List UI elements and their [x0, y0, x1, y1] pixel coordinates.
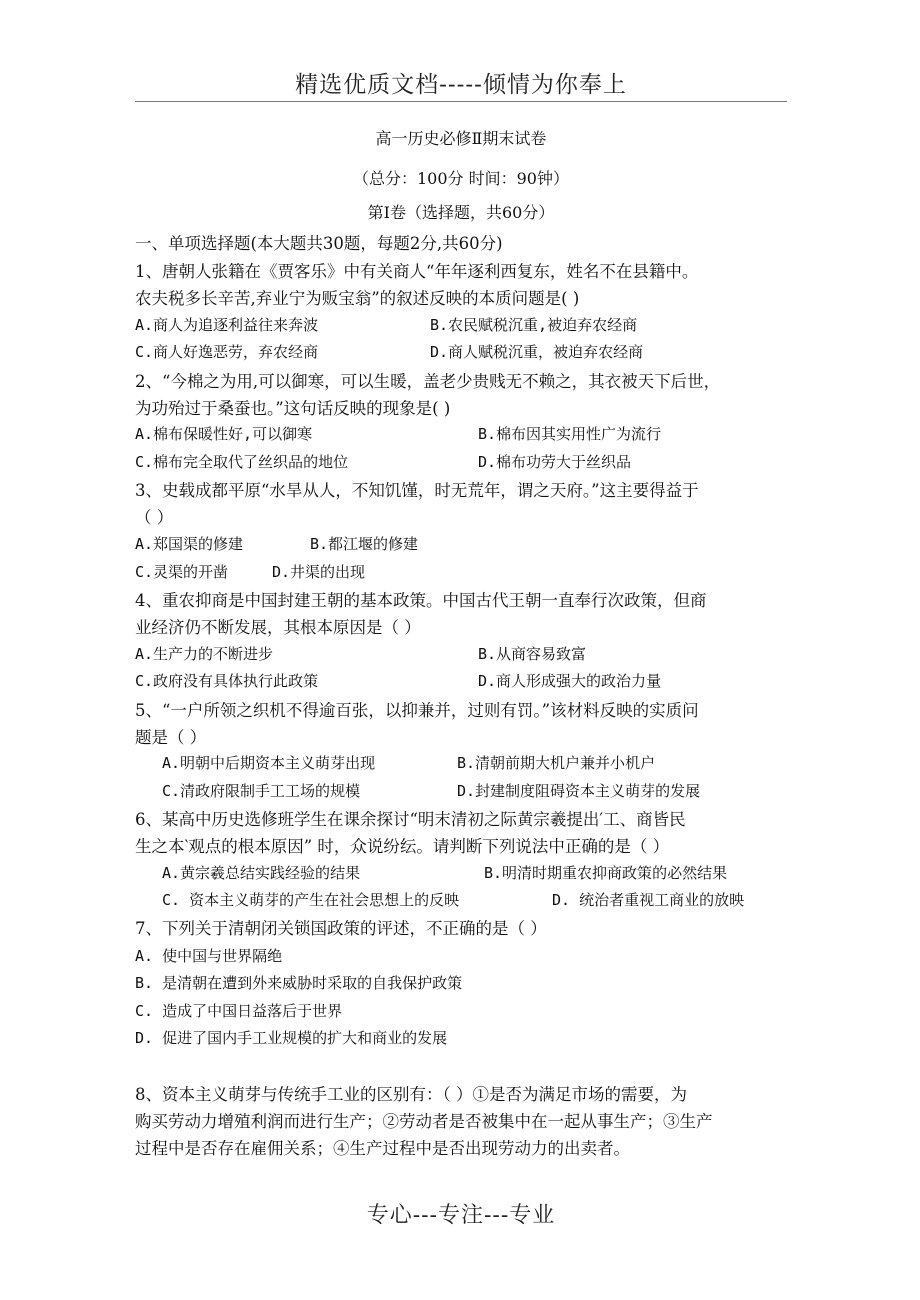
- exam-meta: （总分：100分 时间：90钟）: [353, 169, 569, 188]
- question-5-line-2: 题是（ ）: [135, 728, 207, 747]
- question-5-option-a: A.明朝中后期资本主义萌芽出现: [162, 754, 376, 772]
- question-4-line-2: 业经济仍不断发展，其根本原因是（ ）: [135, 618, 421, 637]
- question-1-line-1: 1、唐朝人张籍在《贾客乐》中有关商人“年年逐利西复东，姓名不在县籍中。: [135, 262, 699, 281]
- page-header: 精选优质文档-----倾情为你奉上: [295, 72, 627, 98]
- question-7-option-c: C. 造成了中国日益落后于世界: [135, 1002, 343, 1020]
- question-1-option-a: A.商人为追逐利益往来奔波: [135, 316, 319, 334]
- question-4-line-1: 4、重农抑商是中国封建王朝的基本政策。中国古代王朝一直奉行次政策，但商: [135, 591, 707, 610]
- question-3-option-c: C.灵渠的开凿: [135, 563, 229, 581]
- question-1-option-b: B.农民赋税沉重,被迫弃农经商: [430, 316, 638, 334]
- exam-title: 高一历史必修Ⅱ期末试卷: [375, 129, 547, 148]
- question-4-option-d: D.商人形成强大的政治力量: [478, 672, 662, 690]
- question-3-option-a: A.郑国渠的修建: [135, 535, 244, 553]
- question-5-line-1: 5、“一户所领之织机不得逾百张，以抑兼并，过则有罚。”该材料反映的实质问: [135, 701, 699, 720]
- question-6-option-b: B.明清时期重农抑商政策的必然结果: [484, 864, 728, 882]
- question-4-option-a: A.生产力的不断进步: [135, 645, 274, 663]
- question-1-line-2: 农夫税多长辛苦,弃业宁为贩宝翁”的叙述反映的本质问题是( ): [135, 289, 580, 308]
- section-heading: 一、单项选择题(本大题共30题，每题2分,共60分): [135, 234, 503, 253]
- question-7-line-1: 7、下列关于清朝闭关锁国政策的评述，不正确的是（ ）: [135, 919, 547, 938]
- part-heading: 第Ⅰ卷（选择题，共60分）: [367, 203, 555, 222]
- question-6-line-2: 生之本‵观点的根本原因” 时，众说纷纭。请判断下列说法中正确的是（ ）: [135, 837, 670, 856]
- question-4-option-c: C.政府没有具体执行此政策: [135, 672, 319, 690]
- question-7-option-a: A. 使中国与世界隔绝: [135, 947, 283, 965]
- question-5-option-b: B.清朝前期大机户兼并小机户: [457, 754, 656, 772]
- question-2-option-d: D.棉布功劳大于丝织品: [478, 453, 632, 471]
- question-2-line-1: 2、“今棉之为用,可以御寒，可以生暖，盖老少贵贱无不赖之，其衣被天下后世，: [135, 372, 721, 391]
- question-2-line-2: 为功殆过于桑蚕也。”这句话反映的现象是( ): [135, 399, 451, 418]
- question-3-option-d: D.井渠的出现: [272, 563, 366, 581]
- page-footer: 专心---专注---专业: [366, 1203, 556, 1228]
- question-3-line-1: 3、史载成都平原“水旱从人，不知饥馑，时无荒年，谓之天府。”这主要得益于: [135, 481, 699, 500]
- question-8-line-3: 过程中是否存在雇佣关系；④生产过程中是否出现劳动力的出卖者。: [135, 1139, 630, 1158]
- question-2-option-c: C.棉布完全取代了丝织品的地位: [135, 453, 349, 471]
- question-4-option-b: B.从商容易致富: [478, 645, 587, 663]
- question-5-option-d: D.封建制度阻碍资本主义萌芽的发展: [457, 782, 701, 800]
- question-7-option-b: B. 是清朝在遭到外来威胁时采取的自我保护政策: [135, 974, 463, 992]
- question-3-line-2: （ ）: [135, 508, 174, 527]
- question-5-option-c: C.清政府限制手工工场的规模: [162, 782, 361, 800]
- question-2-option-a: A.棉布保暖性好,可以御寒: [135, 425, 313, 443]
- question-8-line-2: 购买劳动力增殖利润而进行生产；②劳动者是否被集中在一起从事生产；③生产: [135, 1112, 713, 1131]
- question-1-option-d: D.商人赋税沉重，被迫弃农经商: [430, 343, 644, 361]
- question-3-option-b: B.都江堰的修建: [310, 535, 419, 553]
- question-6-option-d: D. 统治者重视工商业的放映: [552, 891, 745, 909]
- header-divider: [135, 101, 787, 102]
- question-1-option-c: C.商人好逸恶劳，弃农经商: [135, 343, 319, 361]
- question-6-line-1: 6、某高中历史选修班学生在课余探讨“明末清初之际黄宗羲提出′工、商皆民: [135, 810, 686, 829]
- question-6-option-c: C. 资本主义萌芽的产生在社会思想上的反映: [162, 891, 460, 909]
- question-7-option-d: D. 促进了国内手工业规模的扩大和商业的发展: [135, 1029, 448, 1047]
- question-6-option-a: A.黄宗羲总结实践经验的结果: [162, 864, 361, 882]
- question-8-line-1: 8、资本主义萌芽与传统手工业的区别有：（ ）①是否为满足市场的需要，为: [135, 1085, 687, 1104]
- question-2-option-b: B.棉布因其实用性广为流行: [478, 425, 662, 443]
